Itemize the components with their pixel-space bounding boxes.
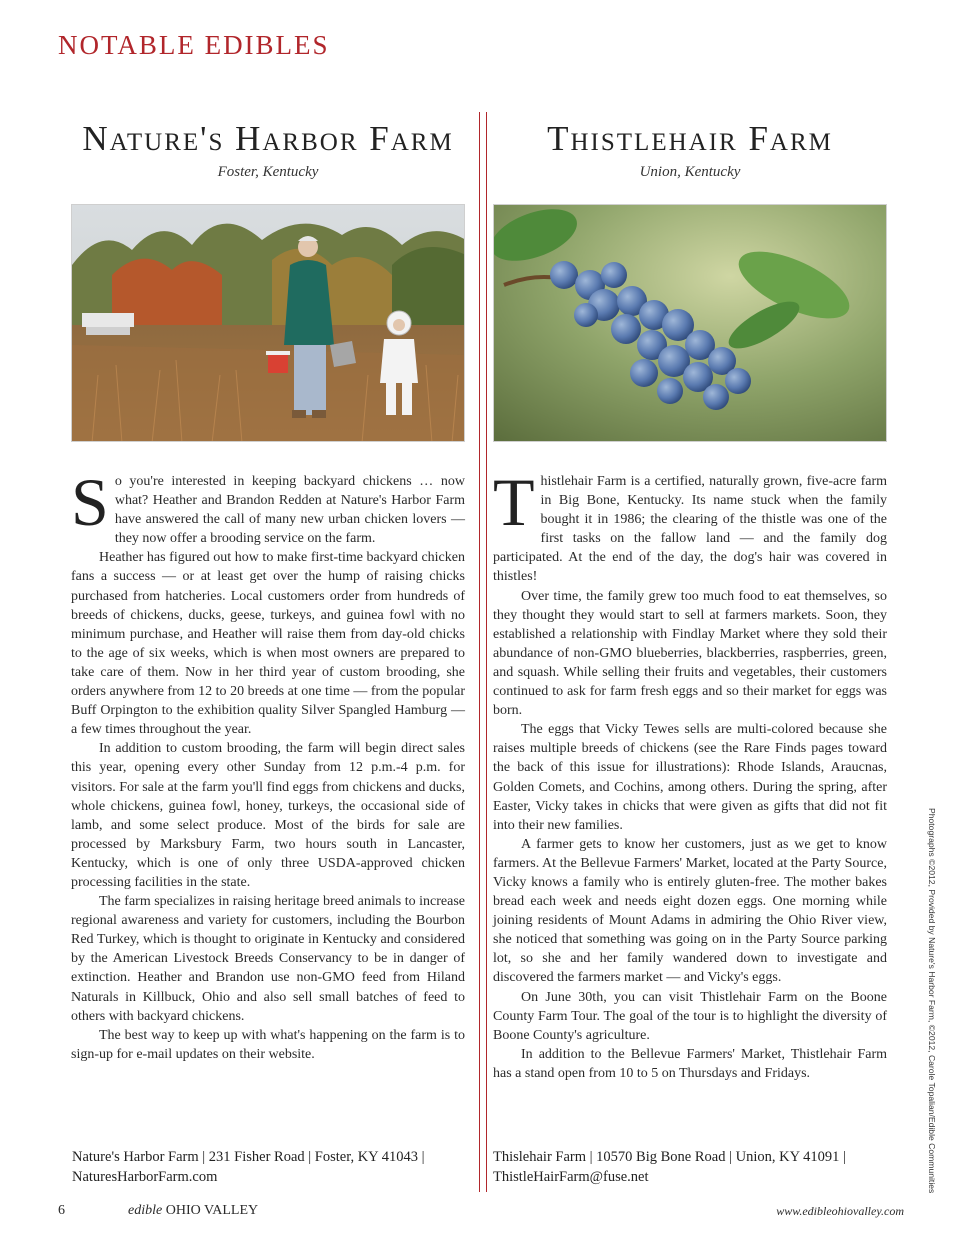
article-body bbox=[493, 464, 887, 1083]
paragraph: In addition to custom brooding, the farm will begin direct sales this year, opening every other Sunday from 12 p.m.-4 p.m. for visitors. For sale at the farm you'll find eggs from chickens and ducks, whole chickens, guinea fowl, honey, turkeys, the occasional side of lamb, and some select produce. Most of the birds for sale are processed by Marksbury Farm, two hours south in Lancaster, Kentucky, which is one of only three USDA-approved chicken processing facilities in the state. bbox=[71, 741, 465, 890]
drop-cap: T bbox=[493, 464, 535, 540]
contact-info bbox=[72, 1148, 466, 1187]
paragraph: Over time, the family grew too much food to eat themselves, so they thought they would start to sell at farmers markets. Soon, they established a relationship with Findlay Market where they sold their abundance of non-GMO blueberries, blackberries, raspberries, green, and squash. While selling their fruits and vegetables, their customers continued to ask for farm fresh eggs and so their market for eggs was born. bbox=[493, 588, 887, 719]
farm-location: Union, Kentucky bbox=[639, 164, 741, 180]
blueberry-photo-icon bbox=[493, 204, 887, 442]
drop-cap: S bbox=[71, 464, 109, 540]
paragraph: The best way to keep up with what's happening on the farm is to sign-up for e-mail updates on their website. bbox=[71, 1027, 465, 1062]
section-label: NOTABLE EDIBLES bbox=[58, 30, 330, 60]
contact-website[interactable]: NaturesHarborFarm.com bbox=[72, 1168, 218, 1185]
article-body bbox=[71, 464, 465, 1064]
contact-address: Thislehair Farm | 10570 Big Bone Road | Union, KY 41091 | bbox=[493, 1149, 846, 1165]
magazine-name: edible OHIO VALLEY bbox=[128, 1203, 259, 1218]
column-divider bbox=[479, 112, 487, 1192]
page-number: 6 bbox=[58, 1203, 65, 1218]
farm-location: Foster, Kentucky bbox=[217, 164, 319, 180]
paragraph: In addition to the Bellevue Farmers' Market, Thistlehair Farm has a stand open from 10 to 5 on Thursdays and Fridays. bbox=[493, 1046, 887, 1081]
paragraph: A farmer gets to know her customers, just as we get to know farmers. At the Bellevue Farmers' Market, located at the Party Source, Vicky knows a family who is entirely gluten-free. The mother bakes bread each week and needs eight dozen eggs. One morning while joining residents of Mount Adams in admiring the Ohio River view, she noticed that something was going on in the Party Source parking lot, so she and her family wandered down to investigate and discovered the farmers market — and Vicky's eggs. bbox=[493, 836, 887, 986]
contact-info bbox=[493, 1148, 887, 1187]
footer-url[interactable]: www.edibleohiovalley.com bbox=[776, 1204, 904, 1218]
paragraph: The eggs that Vicky Tewes sells are multi-colored because she raises multiple breeds of chickens (see the Rare Finds pages toward the back of this issue for illustrations): Rhode Islands, Araucnas, Golden Comets, and Cochins, among others. During the spring, after Easter, Vicky takes in chicks that were given as gifts that did not fit into their new families. bbox=[493, 722, 887, 833]
farm-title: Thistlehair Farm bbox=[547, 119, 833, 158]
paragraph: Thistlehair Farm is a certified, naturally grown, five-acre farm in Big Bone, Kentucky. Its name stuck when the family bought it in 1986; the clearing of the thistle was one of the first tasks on the fallow land — and the family dog participated. At the end of the day, the dog's hair was covered in thistles! bbox=[493, 464, 887, 585]
paragraph: Heather has figured out how to make first-time backyard chicken fans a success — or at least get over the hump of raising chicks purchased from hatcheries. Local customers order from hundreds of breeds of chickens, ducks, geese, turkeys, and guinea fowl with no minimum purchase, and Heather will raise them from day-old chicks to the age of six weeks, which is when most owners are prepared to take care of them. Now in her third year of custom brooding, she orders anywhere from 12 to 20 breeds at one time — from the popular Buff Orpington to the exhibition quality Silver Spangled Hamburg — a few times throughout the year. bbox=[71, 550, 465, 738]
contact-address: Nature's Harbor Farm | 231 Fisher Road | Foster, KY 41043 | bbox=[72, 1149, 425, 1165]
farm-title: Nature's Harbor Farm bbox=[82, 119, 454, 158]
paragraph: The farm specializes in raising heritage breed animals to increase regional awareness and variety for customers, including the Bourbon Red Turkey, which is thought to originate in Kentucky and considered by the American Livestock Breeds Conservancy to be in danger of extinction. Heather and Brandon use non-GMO feed from Hiland Naturals in Killbuck, Ohio and also sell small batches of feed to others with backyard chickens. bbox=[71, 894, 465, 1024]
paragraph: On June 30th, you can visit Thistlehair Farm on the Boone County Farm Tour. The goal of the tour is to highlight the diversity of Boone County's agriculture. bbox=[493, 989, 887, 1043]
farm-photo-icon bbox=[71, 204, 465, 442]
article-thistlehair bbox=[493, 118, 887, 1083]
paragraph: So you're interested in keeping backyard chickens … now what? Heather and Brandon Redden at Nature's Harbor Farm have answered the call of many new urban chicken lovers — they now offer a brooding service on the farm. bbox=[71, 464, 465, 547]
photo-credit: Photographs ©2012, Provided by Nature's Harbor Farm, ©2012, Carole Topalian/Edible Communities bbox=[927, 808, 937, 1194]
contact-email[interactable]: ThistleHairFarm@fuse.net bbox=[493, 1168, 649, 1185]
article-natures-harbor bbox=[71, 118, 465, 1064]
